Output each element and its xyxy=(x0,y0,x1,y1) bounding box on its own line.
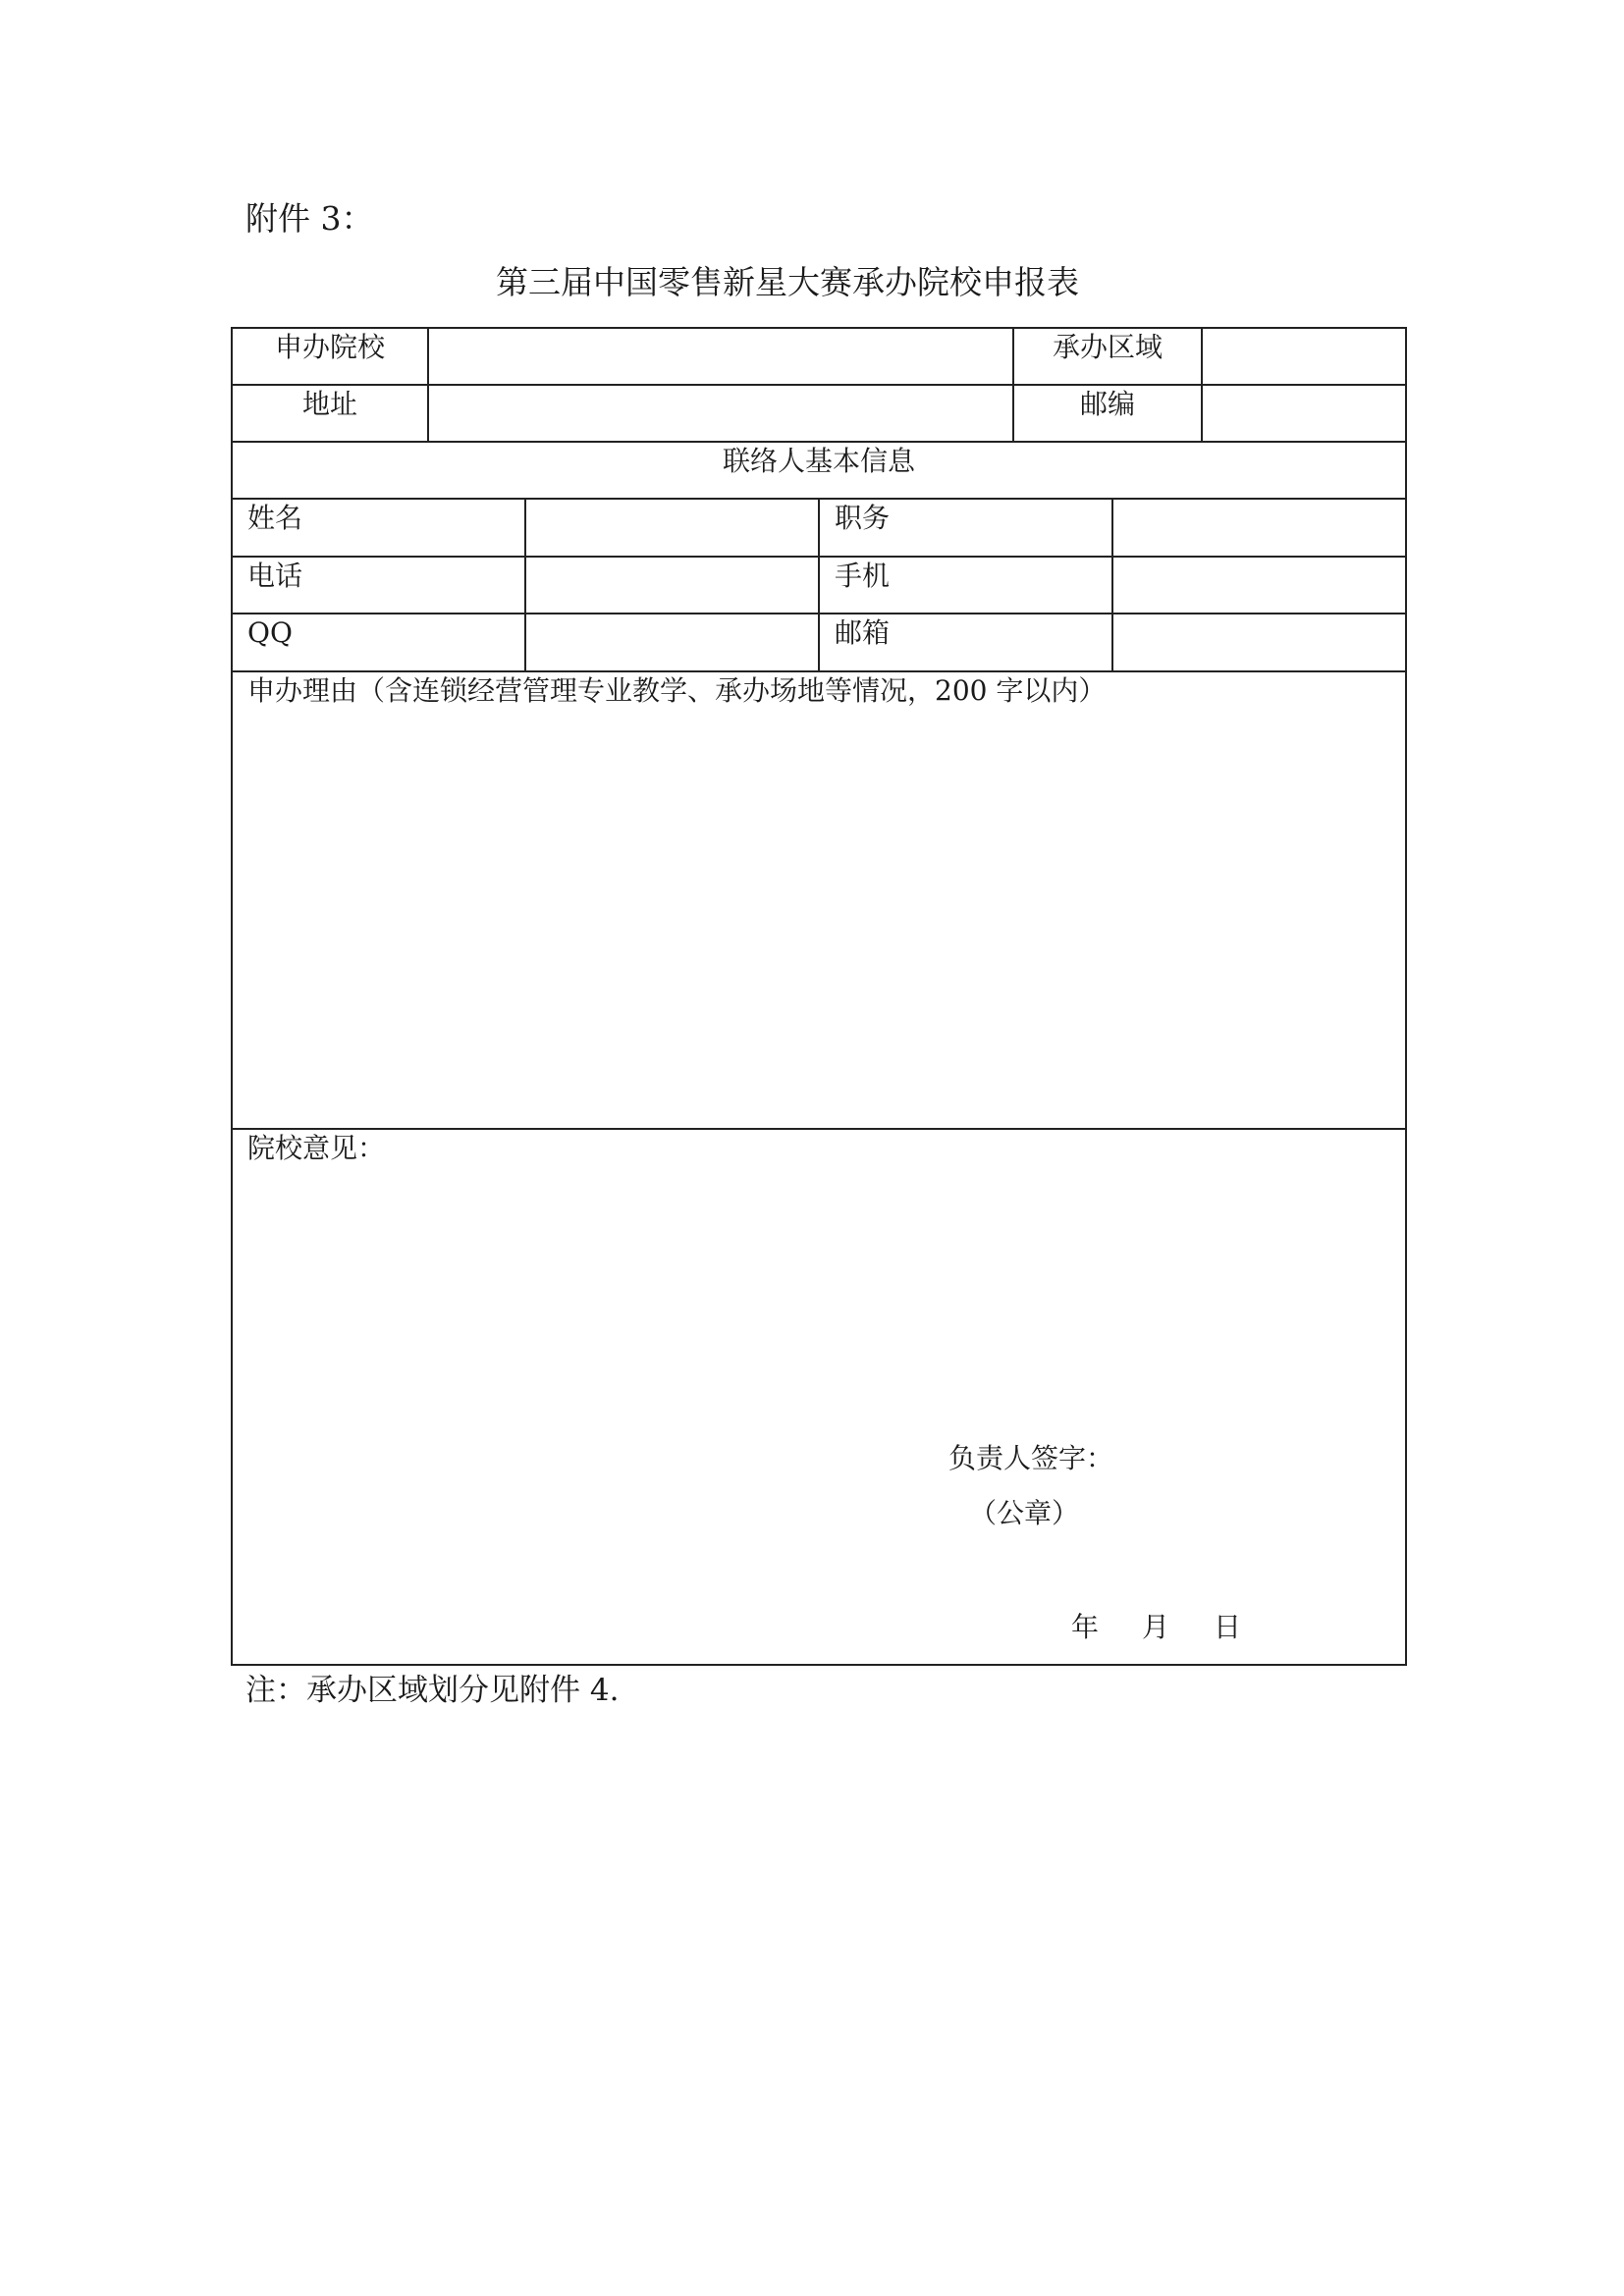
opinion-label: 院校意见： xyxy=(247,1132,386,1164)
table-col-divider xyxy=(1111,498,1113,672)
contact-name-label: 姓名 xyxy=(247,502,303,534)
postcode-label: 邮编 xyxy=(1079,388,1135,420)
signature-label: 负责人签字： xyxy=(948,1442,1114,1474)
contact-phone-field[interactable] xyxy=(536,557,811,612)
school-label: 申办院校 xyxy=(274,331,385,363)
contact-qq-field[interactable] xyxy=(536,614,811,668)
contact-mobile-field[interactable] xyxy=(1123,557,1398,612)
reason-field[interactable] xyxy=(247,717,1386,1119)
table-border-right xyxy=(1405,327,1407,1666)
address-label: 地址 xyxy=(301,388,357,420)
footnote: 注：承办区域划分见附件 4. xyxy=(245,1673,620,1708)
date-day: 日 xyxy=(1214,1611,1242,1643)
contact-position-label: 职务 xyxy=(835,502,891,534)
date-year: 年 xyxy=(1071,1611,1100,1643)
table-border-bottom xyxy=(231,1664,1407,1666)
address-field[interactable] xyxy=(439,385,1008,440)
contact-email-label: 邮箱 xyxy=(835,616,891,649)
attachment-label: 附件 3： xyxy=(245,199,374,238)
contact-qq-label: QQ xyxy=(247,616,293,649)
contact-mobile-label: 手机 xyxy=(835,560,891,592)
table-col-divider xyxy=(818,498,820,672)
postcode-field[interactable] xyxy=(1213,385,1399,440)
reason-label: 申办理由（含连锁经营管理专业教学、承办场地等情况，200 字以内） xyxy=(247,674,1107,707)
contact-section-title: 联络人基本信息 xyxy=(722,445,915,477)
contact-position-field[interactable] xyxy=(1123,499,1398,554)
table-border-left xyxy=(231,327,233,1666)
contact-phone-label: 电话 xyxy=(247,560,303,592)
date-month: 月 xyxy=(1142,1611,1170,1643)
region-label: 承办区域 xyxy=(1052,331,1163,363)
region-field[interactable] xyxy=(1213,328,1399,383)
table-col-divider xyxy=(524,498,526,672)
opinion-field[interactable] xyxy=(247,1174,1386,1410)
seal-label: （公章） xyxy=(969,1497,1080,1529)
school-field[interactable] xyxy=(439,328,1008,383)
table-col-divider xyxy=(1201,327,1203,443)
page-title: 第三届中国零售新星大赛承办院校申报表 xyxy=(496,263,1079,301)
table-col-divider xyxy=(427,327,429,443)
table-row-divider xyxy=(231,1128,1407,1130)
contact-name-field[interactable] xyxy=(536,499,811,554)
contact-email-field[interactable] xyxy=(1123,614,1398,668)
